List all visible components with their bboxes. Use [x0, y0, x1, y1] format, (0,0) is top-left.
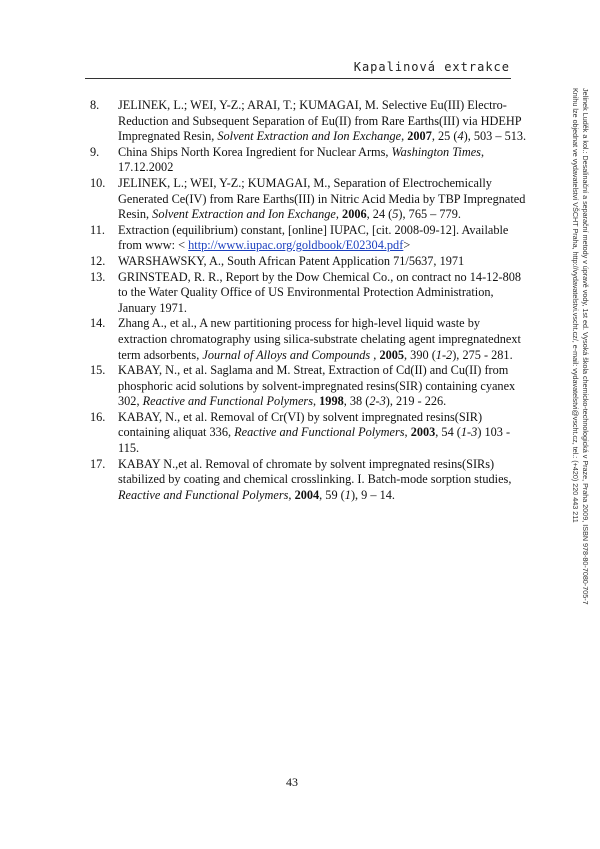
- reference-text-segment: WARSHAWSKY, A., South African Patent Application 71/5637, 1971: [118, 253, 465, 268]
- reference-item: [90, 98, 530, 145]
- reference-text-segment: , 54 (: [435, 425, 461, 440]
- reference-italic-segment: 1-3: [460, 425, 478, 440]
- reference-text-segment: China Ships North Korea Ingredient for Nuclear Arms,: [118, 144, 392, 159]
- reference-text: [118, 223, 530, 254]
- reference-number: 16.: [90, 409, 106, 424]
- reference-italic-segment: Reactive and Functional Polymers: [142, 394, 313, 409]
- side-note-line-1: Jelínek Luděk a kol.: Desalinační a separační metody v úpravě vody, 1st ed. Vysoká škola chemicko-technologická v Praze, Praha 2009, ISBN 978-80-7080-705-7: [581, 88, 590, 605]
- reference-italic-segment: 4: [457, 129, 464, 144]
- reference-text-segment: , 17.12.2002: [118, 144, 485, 175]
- reference-text: [118, 457, 530, 504]
- reference-number: 15.: [90, 363, 106, 378]
- reference-text-segment: KABAY, N., et al. Saglama and M. Streat, Extraction of Cd(II) and Cu(II) from phosphoric acid solutions by solvent-impregnated resins(SIR) containing cyanex 302,: [118, 363, 516, 409]
- reference-text-segment: >: [403, 238, 411, 253]
- reference-link[interactable]: http://www.iupac.org/goldbook/E02304.pdf: [188, 238, 404, 253]
- reference-text-segment: , 38 (: [343, 394, 370, 409]
- reference-text-segment: KABAY N.,et al. Removal of chromate by solvent impregnated resins(SIRs) stabilized by coating and chemical crosslinking. I. Batch-mode sorption studies,: [118, 456, 512, 487]
- reference-item: [90, 316, 530, 363]
- reference-text-segment: ,: [404, 425, 411, 440]
- reference-text-segment: Extraction (equilibrium) constant, [online] IUPAC, [cit. 2008-09-12]. Available from www: <: [118, 222, 509, 253]
- reference-number: 9.: [90, 144, 100, 159]
- reference-text-segment: ), 9 – 14.: [350, 487, 395, 502]
- reference-item: [90, 145, 530, 176]
- reference-item: [90, 270, 530, 317]
- reference-text-segment: KABAY, N., et al. Removal of Cr(VI) by solvent impregnated resins(SIR) containing aliquat 336,: [118, 409, 483, 440]
- reference-number: 10.: [90, 175, 106, 190]
- reference-item: [90, 254, 530, 270]
- reference-number: 13.: [90, 269, 106, 284]
- reference-italic-segment: Reactive and Functional Polymers: [234, 425, 405, 440]
- reference-item: [90, 176, 530, 223]
- reference-italic-segment: 2-3: [369, 394, 386, 409]
- reference-bold-segment: 1998: [319, 394, 344, 409]
- reference-text: [118, 316, 530, 363]
- reference-text-segment: ) 103 - 115.: [118, 425, 511, 456]
- reference-text-segment: Zhang A., et al., A new partitioning process for high-level liquid waste by extraction chromatography using silica-substrate chelating agent impregnatednext term adsorbents,: [118, 316, 521, 362]
- reference-text-segment: JELINEK, L.; WEI, Y-Z.; KUMAGAI, M., Separation of Electrochemically Generated Ce(IV) from Rare Earths(III) in Nitric Acid Media by TBP Impregnated Resin,: [118, 175, 526, 222]
- reference-italic-segment: Journal of Alloys and Compounds: [202, 347, 371, 362]
- reference-text: [118, 410, 530, 457]
- reference-text: [118, 145, 530, 176]
- reference-item: [90, 223, 530, 254]
- reference-number: 8.: [90, 98, 100, 112]
- reference-item: [90, 410, 530, 457]
- header-divider: [85, 78, 511, 79]
- reference-text-segment: , 59 (: [319, 487, 345, 502]
- running-header-title: Kapalinová extrakce: [353, 60, 510, 74]
- reference-number: 17.: [90, 456, 106, 471]
- reference-text-segment: ), 503 – 513.: [463, 129, 527, 144]
- reference-text-segment: JELINEK, L.; WEI, Y-Z.; ARAI, T.; KUMAGAI, M. Selective Eu(III) Electro-Reduction and Subsequent Separation of Eu(II) from Rare Earths(III) via HDEHP Impregnated Resin,: [118, 98, 522, 144]
- reference-italic-segment: Reactive and Functional Polymers,: [118, 487, 292, 502]
- reference-list: [90, 98, 530, 503]
- reference-italic-segment: 5: [392, 207, 399, 222]
- reference-italic-segment: Solvent Extraction and Ion Exchange,: [152, 207, 339, 222]
- reference-italic-segment: 1: [344, 487, 351, 502]
- reference-text: [118, 254, 530, 270]
- reference-text-segment: ), 219 - 226.: [385, 394, 447, 409]
- reference-item: [90, 363, 530, 410]
- side-publication-note: [570, 88, 590, 728]
- reference-bold-segment: 2004: [294, 487, 320, 502]
- reference-number: 14.: [90, 316, 106, 331]
- reference-text-segment: ,: [370, 347, 380, 362]
- reference-italic-segment: 1-2: [435, 347, 453, 362]
- reference-text: [118, 98, 530, 145]
- reference-bold-segment: 2006: [342, 207, 367, 222]
- reference-number: 11.: [90, 222, 105, 237]
- reference-bold-segment: 2003: [410, 425, 436, 440]
- reference-item: [90, 457, 530, 504]
- reference-text-segment: , 390 (: [404, 347, 436, 362]
- reference-italic-segment: Washington Times: [391, 144, 481, 159]
- reference-italic-segment: Solvent Extraction and Ion Exchange: [217, 129, 402, 144]
- reference-text-segment: ), 765 – 779.: [398, 207, 461, 222]
- reference-bold-segment: 2007: [407, 129, 432, 144]
- reference-text-segment: GRINSTEAD, R. R., Report by the Dow Chemical Co., on contract no 14-12-808 to the Water Quality Office of US Environmental Protection Administration, January 1971.: [118, 269, 522, 315]
- reference-text: [118, 270, 530, 317]
- reference-text-segment: ,: [401, 129, 408, 144]
- reference-number: 12.: [90, 253, 106, 268]
- reference-text-segment: ,: [313, 394, 320, 409]
- page-number: 43: [286, 775, 298, 789]
- reference-text: [118, 176, 530, 223]
- side-note-line-2: Knihu lze objednat ve vydavatelství VŠCHT Praha, http://vydavatelstvi.vscht.cz/, e-mail: vydavatelstvi@vscht.cz, tel.: (+420) 220 443 211: [571, 88, 580, 523]
- reference-text: [118, 363, 530, 410]
- reference-text-segment: , 25 (: [431, 129, 458, 144]
- reference-bold-segment: 2005: [379, 347, 405, 362]
- reference-text-segment: , 24 (: [366, 207, 393, 222]
- reference-text-segment: ), 275 - 281.: [452, 347, 513, 362]
